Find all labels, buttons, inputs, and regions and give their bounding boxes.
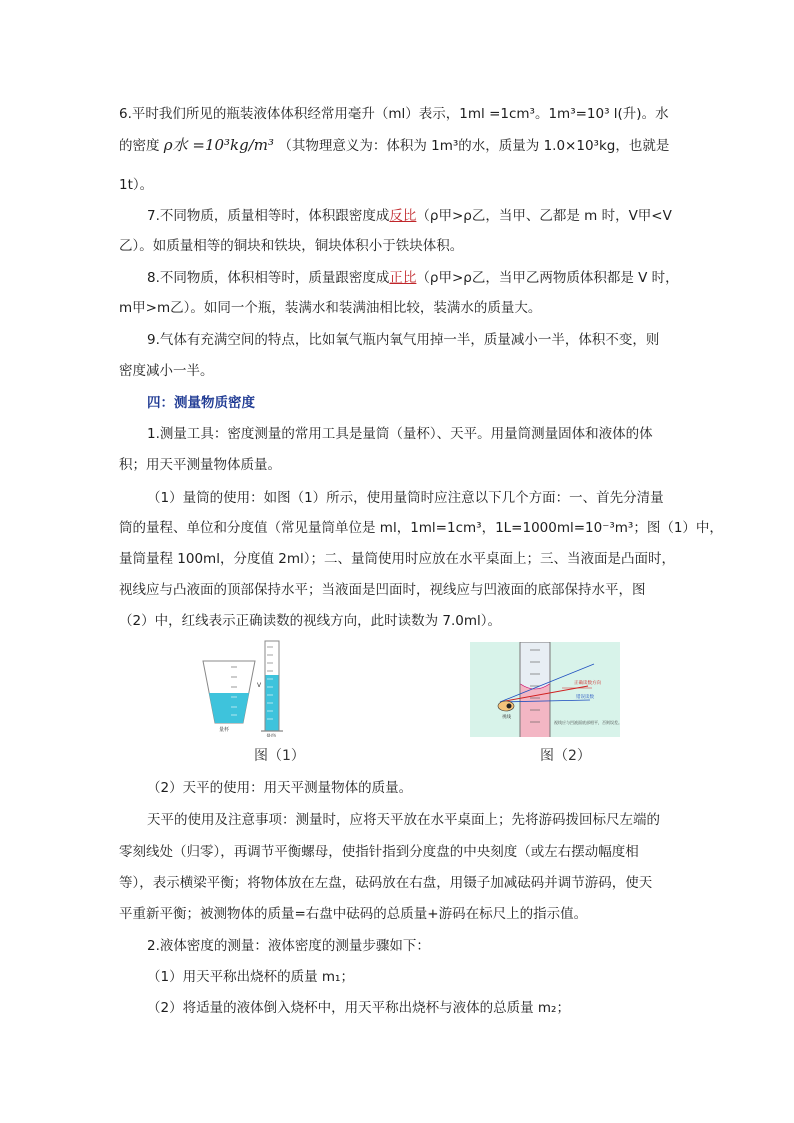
inverse-proportion-term: 反比	[389, 208, 417, 224]
p6-line2-start: 的密度	[119, 138, 160, 154]
cylinder-usage-line3: 量筒量程 100ml，分度值 2ml）；二、量筒使用时应放在水平桌面上；三、当液面是凸面时，	[119, 551, 675, 567]
cylinder-usage-line4: 视线应与凸液面的顶部保持水平；当液面是凹面时，视线应与凹液面的底部保持水平，图	[119, 582, 646, 598]
p7-line1	[147, 206, 672, 226]
p7-line1-start: 7.不同物质，质量相等时，体积跟密度成	[147, 208, 390, 224]
liquid-density-step2: （2）将适量的液体倒入烧杯中，用天平称出烧杯与液体的总质量 m₂；	[147, 1000, 570, 1016]
fig1-cylinder-label: 量筒	[266, 734, 277, 737]
p9-line2: 密度减小一半。	[119, 363, 214, 379]
fig2-note: 视线应与凹液面底部相平，否则误差。	[554, 720, 620, 725]
balance-notes-line3: 等），表示横梁平衡；将物体放在左盘，砝码放在右盘，用镊子加减砝码并调节游码，使天	[119, 875, 653, 891]
section-heading-measure-density: 四：测量物质密度	[147, 395, 255, 411]
p6-line2	[119, 135, 669, 156]
figure-1	[195, 637, 315, 737]
water-density-formula: ρ水 =10³kg/m³	[163, 136, 275, 154]
p8-line2: m甲>m乙）。如同一个瓶，装满水和装满油相比较，装满水的质量大。	[119, 300, 542, 316]
cylinder-usage-line2: 筒的量程、单位和分度值（常见量筒单位是 ml，1ml=1cm³，1L=1000ml=10⁻³m³；图（1）中，	[119, 520, 723, 536]
liquid-density-step1: （1）用天平称出烧杯的质量 m₁；	[147, 969, 354, 985]
p7-line2: 乙）。如质量相等的铜块和铁块，铜块体积小于铁块体积。	[119, 238, 464, 254]
reading-meniscus-illustration	[470, 642, 620, 737]
direct-proportion-term: 正比	[389, 270, 417, 286]
p6-line3: 1t）。	[119, 177, 154, 193]
fig2-correct-label: 正确读数方向	[574, 681, 601, 686]
balance-notes-line2: 零刻线处（归零），再调节平衡螺母，使指针指到分度盘的中央刻度（或左右摆动幅度相	[119, 844, 639, 860]
tools-line2: 积；用天平测量物体质量。	[119, 457, 281, 473]
cylinder-usage-line1: （1）量筒的使用：如图（1）所示，使用量筒时应注意以下几个方面：一、首先分清量	[147, 490, 664, 506]
tools-line1: 1.测量工具：密度测量的常用工具是量筒（量杯）、天平。用量筒测量固体和液体的体	[147, 426, 653, 442]
fig2-wrong-label: 错误读数	[576, 695, 594, 700]
balance-notes-line4: 平重新平衡；被测物体的质量=右盘中砝码的总质量+游码在标尺上的指示值。	[119, 906, 588, 922]
balance-notes-line1: 天平的使用及注意事项：测量时，应将天平放在水平桌面上；先将游码拨回标尺左端的	[147, 812, 660, 828]
liquid-density-line1: 2.液体密度的测量：液体密度的测量步骤如下：	[147, 938, 430, 954]
p6-line1: 6.平时我们所见的瓶装液体体积经常用毫升（ml）表示，1ml =1cm³。1m³=10³ l(升)。水	[119, 106, 669, 122]
cylinder-usage-line5: （2）中，红线表示正确读数的视线方向，此时读数为 7.0ml）。	[119, 613, 502, 629]
figure-2-caption: 图（2）	[540, 748, 591, 764]
figure-1-caption: 图（1）	[254, 748, 305, 764]
balance-usage: （2）天平的使用：用天平测量物体的质量。	[147, 780, 413, 796]
p7-line1-end: （ρ甲>ρ乙，当甲、乙都是 m 时，V甲<V	[416, 208, 672, 224]
p6-line2-end: （其物理意义为：体积为 1m³的水，质量为 1.0×10³kg，也就是	[278, 138, 670, 154]
fig1-cup-label: 量杯	[219, 727, 230, 733]
figure-2	[470, 642, 620, 737]
measuring-cup-and-cylinder-illustration	[195, 637, 315, 737]
fig1-v-label: V	[257, 682, 262, 689]
fig2-eye-label: 视线	[502, 715, 511, 720]
p8-line1-start: 8.不同物质，体积相等时，质量跟密度成	[147, 270, 390, 286]
p8-line1-end: （ρ甲>ρ乙，当甲乙两物质体积都是 V 时，	[416, 270, 679, 286]
p8-line1	[147, 268, 679, 288]
p9-line1: 9.气体有充满空间的特点，比如氧气瓶内氧气用掉一半，质量减小一半，体积不变，则	[147, 332, 660, 348]
